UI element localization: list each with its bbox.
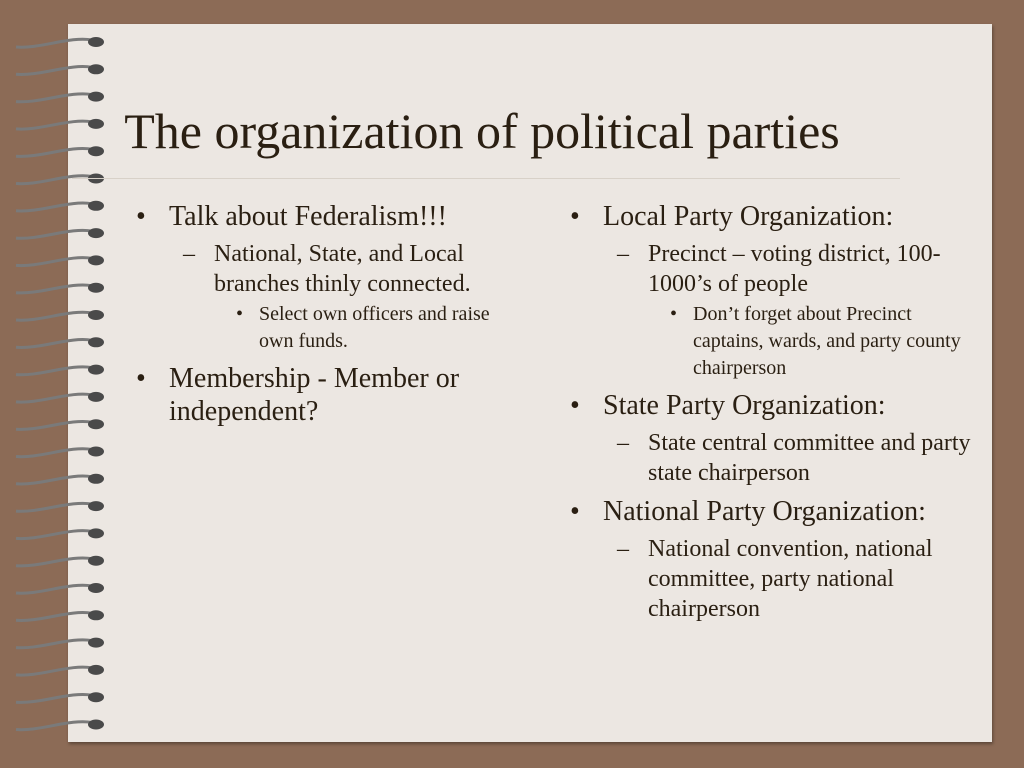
spiral-coil — [16, 312, 92, 320]
spiral-coil — [16, 39, 92, 47]
right-column — [562, 200, 982, 631]
sub-bullet-text: State central committee and party state chairperson — [648, 430, 971, 486]
spiral-coil — [16, 203, 92, 211]
spiral-coil — [16, 285, 92, 293]
spiral-coil — [16, 258, 92, 266]
bullet-marker: • — [570, 496, 580, 527]
sub-sub-bullet-text: Select own officers and raise own funds. — [259, 303, 490, 352]
sub-bullet-precinct — [603, 239, 982, 382]
sub-bullet-national-convention — [603, 534, 982, 624]
spiral-hole — [88, 228, 104, 238]
spiral-coil — [16, 613, 92, 621]
spiral-coil — [16, 176, 92, 184]
title-divider — [72, 178, 900, 179]
sub-bullet-text: National, State, and Local branches thinly connected. — [214, 241, 471, 297]
spiral-hole — [88, 610, 104, 620]
bullet-text: National Party Organization: — [603, 496, 926, 527]
spiral-coil — [16, 722, 92, 730]
spiral-coil — [16, 667, 92, 675]
bullet-national-party — [562, 495, 982, 624]
bullet-local-party — [562, 200, 982, 382]
dash-marker: – — [617, 536, 629, 562]
spiral-coil — [16, 67, 92, 75]
spiral-coil — [16, 340, 92, 348]
dash-marker: – — [183, 241, 195, 267]
spiral-hole — [88, 447, 104, 457]
spiral-coil — [16, 94, 92, 102]
left-column — [128, 200, 528, 435]
bullet-marker: • — [670, 303, 678, 325]
spiral-hole — [88, 419, 104, 429]
spiral-hole — [88, 501, 104, 511]
spiral-hole — [88, 64, 104, 74]
bullet-text: Talk about Federalism!!! — [169, 201, 447, 232]
bullet-state-party — [562, 389, 982, 488]
bullet-marker: • — [136, 201, 146, 232]
sub-bullet-state-committee — [603, 428, 982, 488]
spiral-coil — [16, 640, 92, 648]
spiral-hole — [88, 638, 104, 648]
spiral-hole — [88, 92, 104, 102]
slide-title: The organization of political parties — [124, 103, 840, 159]
spiral-hole — [88, 337, 104, 347]
spiral-coil — [16, 694, 92, 702]
spiral-hole — [88, 365, 104, 375]
sub-bullet-text: Precinct – voting district, 100-1000’s of people — [648, 241, 941, 297]
spiral-coil — [16, 367, 92, 375]
spiral-coil — [16, 503, 92, 511]
bullet-marker: • — [570, 390, 580, 421]
spiral-coil — [16, 585, 92, 593]
bullet-text: State Party Organization: — [603, 390, 886, 421]
spiral-hole — [88, 201, 104, 211]
spiral-hole — [88, 310, 104, 320]
spiral-hole — [88, 583, 104, 593]
sub-bullet-text: National convention, national committee, party national chairperson — [648, 536, 933, 622]
sub-sub-bullet-officers — [214, 301, 528, 355]
bullet-text: Membership - Member or independent? — [169, 363, 460, 427]
spiral-hole — [88, 665, 104, 675]
spiral-hole — [88, 474, 104, 484]
dash-marker: – — [617, 241, 629, 267]
spiral-hole — [88, 283, 104, 293]
spiral-hole — [88, 392, 104, 402]
spiral-coil — [16, 558, 92, 566]
spiral-hole — [88, 720, 104, 730]
dash-marker: – — [617, 430, 629, 456]
bullet-marker: • — [136, 363, 146, 394]
spiral-coil — [16, 476, 92, 484]
spiral-hole — [88, 692, 104, 702]
sub-bullet-branches — [169, 239, 528, 355]
spiral-coil — [16, 421, 92, 429]
spiral-coil — [16, 230, 92, 238]
spiral-coil — [16, 394, 92, 402]
spiral-coil — [16, 449, 92, 457]
spiral-hole — [88, 37, 104, 47]
bullet-marker: • — [570, 201, 580, 232]
spiral-hole — [88, 255, 104, 265]
sub-sub-bullet-text: Don’t forget about Precinct captains, wards, and party county chairperson — [693, 303, 961, 379]
sub-sub-bullet-captains — [648, 301, 982, 382]
bullet-marker: • — [236, 303, 244, 325]
bullet-federalism — [128, 200, 528, 355]
bullet-membership — [128, 362, 528, 428]
bullet-text: Local Party Organization: — [603, 201, 894, 232]
spiral-hole — [88, 556, 104, 566]
spiral-coil — [16, 531, 92, 539]
spiral-hole — [88, 528, 104, 538]
